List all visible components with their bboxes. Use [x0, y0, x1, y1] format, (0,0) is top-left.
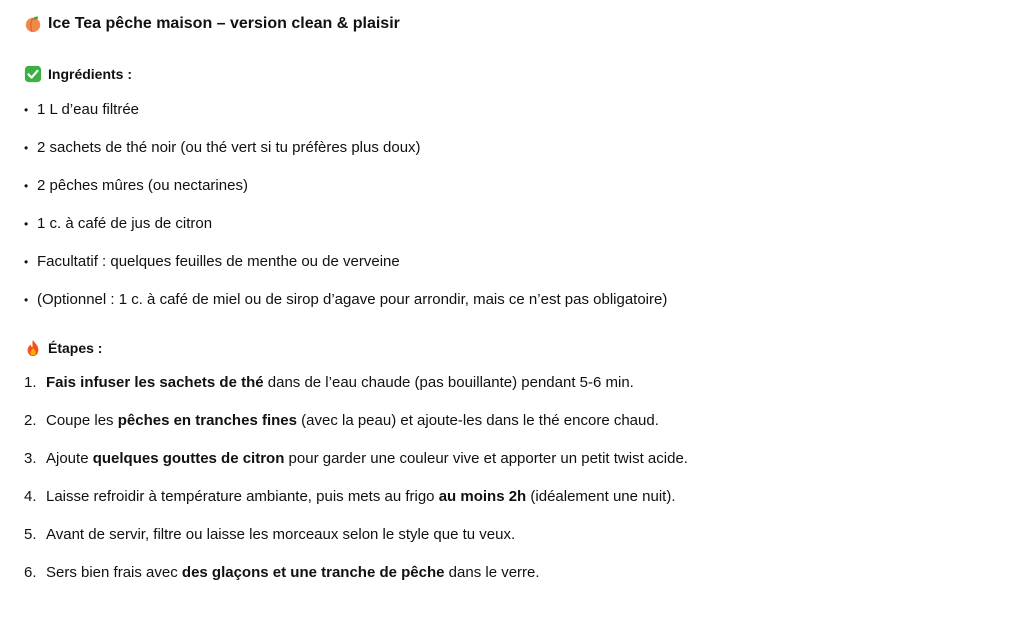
recipe-title	[24, 12, 1000, 36]
step-text-post: (idéalement une nuit).	[526, 488, 676, 505]
step-item	[24, 373, 1000, 393]
step-number: 5.	[24, 526, 37, 543]
step-item	[24, 563, 1000, 583]
check-mark-icon	[24, 65, 42, 83]
step-text-pre: Avant de servir, filtre ou laisse les morceaux selon le style que tu veux.	[46, 526, 516, 543]
ingredients-heading-text: Ingrédients :	[48, 66, 133, 82]
list-item	[24, 252, 1000, 272]
steps-heading	[24, 337, 1000, 359]
step-text-pre: Coupe les	[46, 412, 118, 429]
step-text-bold: au moins 2h	[438, 488, 527, 505]
list-item	[24, 214, 1000, 234]
list-item	[24, 290, 1000, 310]
steps-heading-text: Étapes :	[48, 340, 103, 356]
step-text	[46, 373, 634, 393]
step-number: 4.	[24, 488, 37, 505]
step-text	[46, 487, 676, 507]
fire-icon	[24, 339, 42, 357]
step-text-bold: pêches en tranches fines	[117, 412, 297, 429]
ingredient-text: (Optionnel : 1 c. à café de miel ou de sirop d’agave pour arrondir, mais ce n’est pas obligatoire)	[37, 291, 668, 308]
ingredient-text: 2 pêches mûres (ou nectarines)	[37, 177, 248, 194]
step-item	[24, 525, 1000, 545]
list-item	[24, 138, 1000, 158]
step-text	[46, 563, 540, 583]
bullet: •	[24, 255, 29, 269]
step-text-post: pour garder une couleur vive et apporter un petit twist acide.	[284, 450, 688, 467]
bullet: •	[24, 293, 29, 307]
list-item	[24, 100, 1000, 120]
ingredients-heading	[24, 63, 1000, 85]
step-item	[24, 411, 1000, 431]
step-number: 2.	[24, 412, 37, 429]
bullet: •	[24, 141, 29, 155]
step-text	[46, 525, 515, 545]
step-text-post: dans de l’eau chaude (pas bouillante) pendant 5-6 min.	[263, 374, 634, 391]
step-text	[46, 449, 688, 469]
bullet: •	[24, 217, 29, 231]
step-text-pre: Sers bien frais avec	[46, 564, 182, 581]
step-text	[46, 411, 659, 431]
steps-list	[24, 373, 1000, 583]
step-number: 3.	[24, 450, 37, 467]
recipe-document	[24, 12, 1000, 601]
bullet: •	[24, 179, 29, 193]
ingredient-text: 1 L d’eau filtrée	[37, 101, 140, 118]
step-text-pre: Laisse refroidir à température ambiante, puis mets au frigo	[46, 488, 439, 505]
step-number: 1.	[24, 374, 37, 391]
ingredient-text: Facultatif : quelques feuilles de menthe ou de verveine	[37, 253, 400, 270]
step-item	[24, 449, 1000, 469]
step-item	[24, 487, 1000, 507]
bullet: •	[24, 103, 29, 117]
step-number: 6.	[24, 564, 37, 581]
step-text-bold: quelques gouttes de citron	[92, 450, 285, 467]
ingredient-text: 1 c. à café de jus de citron	[37, 215, 213, 232]
step-text-pre: Ajoute	[46, 450, 93, 467]
peach-icon	[24, 15, 42, 33]
list-item	[24, 176, 1000, 196]
ingredients-list	[24, 100, 1000, 310]
ingredient-text: 2 sachets de thé noir (ou thé vert si tu préfères plus doux)	[37, 139, 421, 156]
step-text-post: (avec la peau) et ajoute-les dans le thé encore chaud.	[296, 412, 659, 429]
recipe-title-text: Ice Tea pêche maison – version clean & plaisir	[48, 15, 400, 32]
step-text-bold: Fais infuser les sachets de thé	[46, 374, 264, 391]
step-text-bold: des glaçons et une tranche de pêche	[181, 564, 445, 581]
step-text-post: dans le verre.	[444, 564, 540, 581]
